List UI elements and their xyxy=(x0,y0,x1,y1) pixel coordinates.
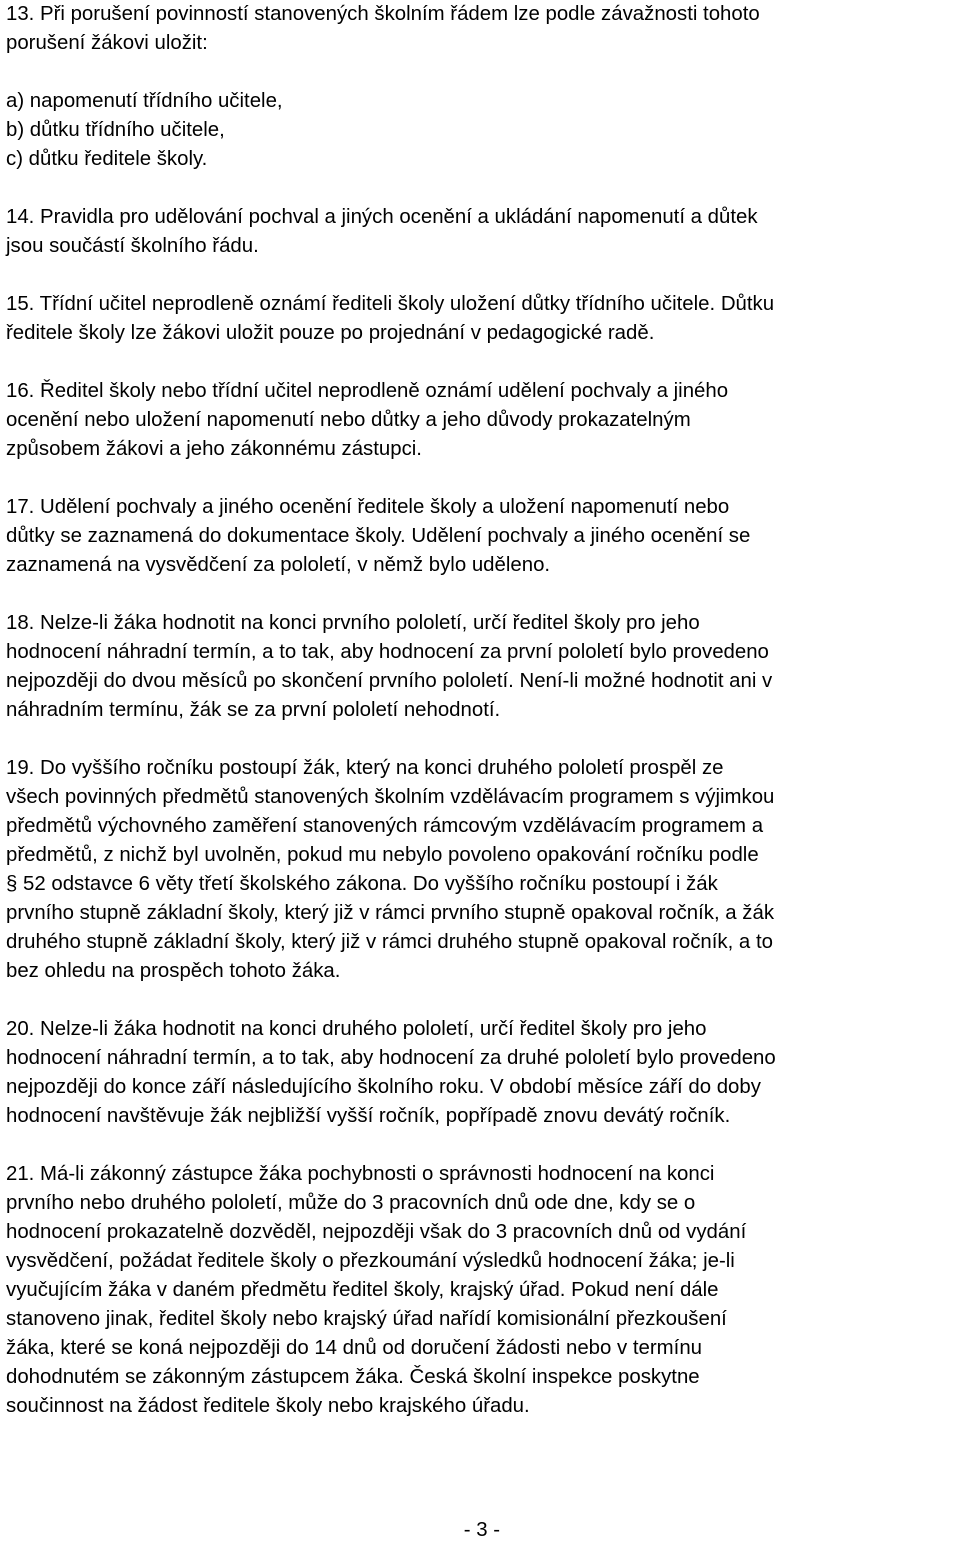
text-line: bez ohledu na prospěch tohoto žáka. xyxy=(6,960,341,982)
text-line: hodnocení náhradní termín, a to tak, aby hodnocení za druhé pololetí bylo provedeno xyxy=(6,1047,776,1069)
text-line: zaznamená na vysvědčení za pololetí, v němž bylo uděleno. xyxy=(6,554,551,576)
paragraph-14 xyxy=(6,203,956,261)
paragraph-13 xyxy=(6,0,956,58)
text-line: prvního stupně základní školy, který již v rámci prvního stupně opakoval ročník, a žák xyxy=(6,902,775,924)
list-item: c) důtku ředitele školy. xyxy=(6,148,208,170)
text-line: porušení žákovi uložit: xyxy=(6,32,208,54)
list-item: a) napomenutí třídního učitele, xyxy=(6,90,283,112)
text-line: 13. Při porušení povinností stanovených školním řádem lze podle závažnosti tohoto xyxy=(6,3,760,25)
paragraph-20 xyxy=(6,1015,956,1131)
text-line: ocenění nebo uložení napomenutí nebo důtky a jeho důvody prokazatelným xyxy=(6,409,691,431)
text-line: žáka, které se koná nejpozději do 14 dnů od doručení žádosti nebo v termínu xyxy=(6,1337,702,1359)
text-line: hodnocení náhradní termín, a to tak, aby hodnocení za první pololetí bylo provedeno xyxy=(6,641,769,663)
text-line: 21. Má-li zákonný zástupce žáka pochybnosti o správnosti hodnocení na konci xyxy=(6,1163,715,1185)
text-line: jsou součástí školního řádu. xyxy=(6,235,259,257)
text-line: hodnocení navštěvuje žák nejbližší vyšší ročník, popřípadě znovu devátý ročník. xyxy=(6,1105,731,1127)
text-line: dohodnutém se zákonným zástupcem žáka. Česká školní inspekce poskytne xyxy=(6,1366,700,1388)
text-line: stanoveno jinak, ředitel školy nebo krajský úřad nařídí komisionální přezkoušení xyxy=(6,1308,727,1330)
text-line: hodnocení prokazatelně dozvěděl, nejpozději však do 3 pracovních dnů od vydání xyxy=(6,1221,747,1243)
paragraph-13-list xyxy=(6,87,956,174)
text-line: způsobem žákovi a jeho zákonnému zástupci. xyxy=(6,438,422,460)
text-line: 15. Třídní učitel neprodleně oznámí řediteli školy uložení důtky třídního učitele. Důtku xyxy=(6,293,775,315)
text-line: vysvědčení, požádat ředitele školy o přezkoumání výsledků hodnocení žáka; je-li xyxy=(6,1250,735,1272)
paragraph-19 xyxy=(6,754,956,986)
text-line: všech povinných předmětů stanovených školním vzdělávacím programem s výjimkou xyxy=(6,786,775,808)
paragraph-15 xyxy=(6,290,956,348)
paragraph-16 xyxy=(6,377,956,464)
text-line: 19. Do vyššího ročníku postoupí žák, který na konci druhého pololetí prospěl ze xyxy=(6,757,724,779)
paragraph-21 xyxy=(6,1160,956,1421)
text-line: důtky se zaznamená do dokumentace školy. Udělení pochvaly a jiného ocenění se xyxy=(6,525,751,547)
text-line: nejpozději do konce září následujícího školního roku. V období měsíce září do doby xyxy=(6,1076,761,1098)
text-line: druhého stupně základní školy, který již v rámci druhého stupně opakoval ročník, a to xyxy=(6,931,773,953)
text-line: náhradním termínu, žák se za první pololetí nehodnotí. xyxy=(6,699,501,721)
text-line: předmětů, z nichž byl uvolněn, pokud mu nebylo povoleno opakování ročníku podle xyxy=(6,844,759,866)
text-line: nejpozději do dvou měsíců po skončení prvního pololetí. Není-li možné hodnotit ani v xyxy=(6,670,773,692)
text-line: § 52 odstavce 6 věty třetí školského zákona. Do vyššího ročníku postoupí i žák xyxy=(6,873,718,895)
paragraph-18 xyxy=(6,609,956,725)
text-line: součinnost na žádost ředitele školy nebo krajského úřadu. xyxy=(6,1395,530,1417)
text-line: předmětů výchovného zaměření stanovených rámcovým vzdělávacím programem a xyxy=(6,815,764,837)
document-page xyxy=(6,0,956,1450)
text-line: prvního nebo druhého pololetí, může do 3 pracovních dnů ode dne, kdy se o xyxy=(6,1192,696,1214)
text-line: 18. Nelze-li žáka hodnotit na konci prvního pololetí, určí ředitel školy pro jeho xyxy=(6,612,700,634)
list-item: b) důtku třídního učitele, xyxy=(6,119,225,141)
page-footer xyxy=(0,1518,960,1542)
text-line: 17. Udělení pochvaly a jiného ocenění ředitele školy a uložení napomenutí nebo xyxy=(6,496,730,518)
text-line: ředitele školy lze žákovi uložit pouze po projednání v pedagogické radě. xyxy=(6,322,655,344)
paragraph-17 xyxy=(6,493,956,580)
text-line: 16. Ředitel školy nebo třídní učitel neprodleně oznámí udělení pochvaly a jiného xyxy=(6,380,729,402)
text-line: 20. Nelze-li žáka hodnotit na konci druhého pololetí, určí ředitel školy pro jeho xyxy=(6,1018,707,1040)
text-line: 14. Pravidla pro udělování pochval a jiných ocenění a ukládání napomenutí a důtek xyxy=(6,206,758,228)
text-line: vyučujícím žáka v daném předmětu ředitel školy, krajský úřad. Pokud není dále xyxy=(6,1279,719,1301)
page-number: - 3 - xyxy=(463,1519,500,1541)
